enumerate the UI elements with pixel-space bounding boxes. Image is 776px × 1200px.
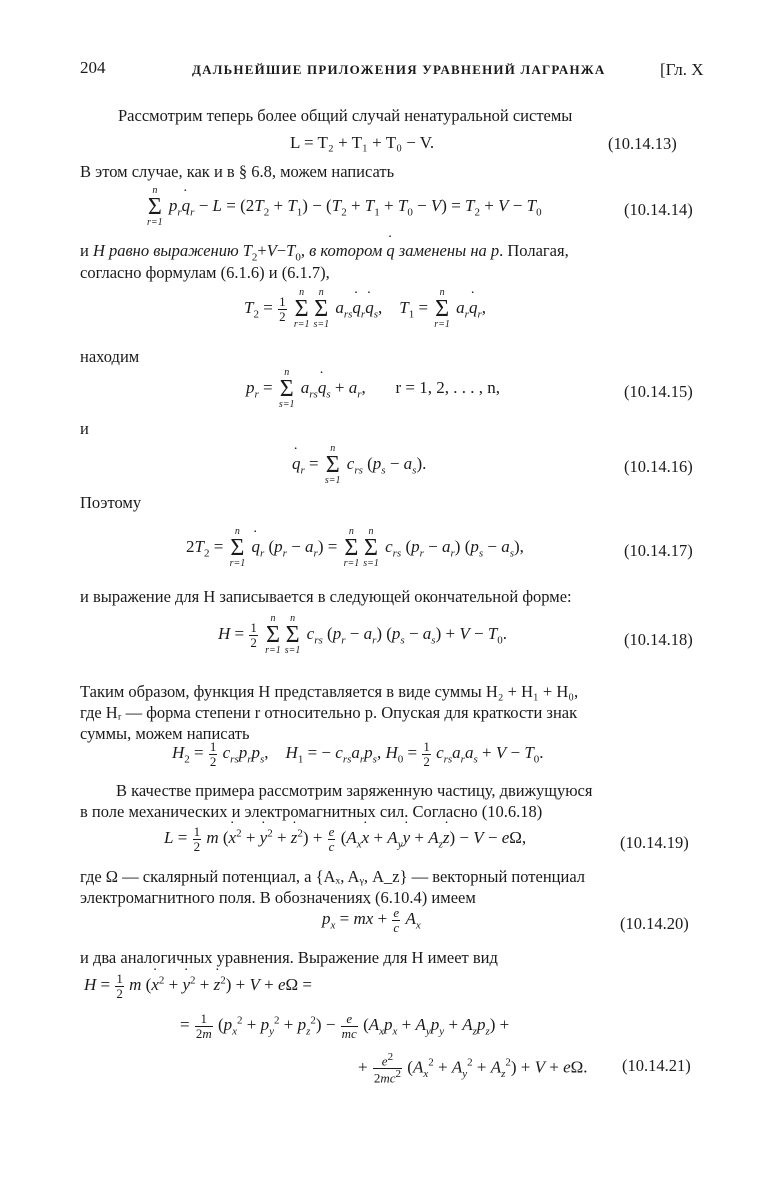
equation-t2-t1: $T_2$ = $\frac{1}{2}$ n Σ r=1 n Σ s=1 $a_{rs}˙$ $q_r˙$ $q_s$, $T_1$ = n Σ r=1 $a_r˙$ $q_r$,	[244, 288, 486, 330]
equation-13: L = T₂ + T₁ + T₀ − V.	[290, 133, 435, 152]
paragraph-sum-3: суммы, можем написать	[80, 724, 250, 743]
paragraph-formulas: согласно формулам (6.1.6) и (6.1.7),	[80, 263, 330, 282]
chapter-label: [Гл. X	[660, 60, 704, 79]
equation-19: L = $\frac{1}{2}$ m (˙ $x^2$ + ˙ $y^2$ + ˙ $z^2$) + $\frac{e}{c}$ ($A_x˙$ $x + A_y˙$ $y + A_z˙$ z) − V − eΩ,	[164, 825, 526, 853]
equation-number-13: (10.14.13)	[608, 134, 677, 153]
equation-number-17: (10.14.17)	[624, 541, 693, 560]
paragraph-and-1: и	[80, 419, 89, 438]
paragraph-sum-1: Таким образом, функция H представляется в виде суммы H₂ + H₁ + H₀,	[80, 682, 579, 701]
paragraph-find: находим	[80, 347, 140, 366]
equation-number-20: (10.14.20)	[620, 914, 689, 933]
paragraph-sum-2: где Hᵣ — форма степени r относительно p. Опуская для краткости знак	[80, 703, 578, 722]
paragraph-final-form: и выражение для H записывается в следующей окончательной форме:	[80, 587, 572, 606]
paragraph-h-def: и H равно выражению $T_2+V-T_0$, в котором ˙ q заменены на p. Полагая,	[80, 240, 569, 268]
paragraph-example-1: В качестве примера рассмотрим заряженную частицу, движущуюся	[116, 781, 593, 800]
equation-21-line2: = $\frac{1}{2m}$ $(p_x^2 + p_y^2 + p_z^2)$ − $\frac{e}{mc}$ $(A_xp_x + A_yp_y + A_zp_z)$ +	[180, 1011, 510, 1041]
equation-21-line1: H = $\frac{1}{2}$ m (˙ $x^2$ + ˙ $y^2$ + ˙ $z^2) + V + e\Omega$ =	[84, 972, 312, 1000]
paragraph-potential-2: электромагнитного поля. В обозначениях (6.10.4) имеем	[80, 888, 476, 907]
running-title: ДАЛЬНЕЙШИЕ ПРИЛОЖЕНИЯ УРАВНЕНИЙ ЛАГРАНЖА	[192, 62, 606, 77]
equation-number-14: (10.14.14)	[624, 200, 693, 219]
paragraph-analog: и два аналогичных уравнения. Выражение для H имеет вид	[80, 948, 498, 967]
paragraph-example-2: в поле механических и электромагнитных сил. Согласно (10.6.18)	[80, 802, 543, 821]
paragraph-potential-1: где Ω — скалярный потенциал, а {Aₓ, Aᵧ, A_z} — векторный потенциал	[80, 867, 586, 886]
paragraph-therefore: Поэтому	[80, 493, 142, 512]
page-number: 204	[80, 58, 106, 77]
equation-18: H = $\frac{1}{2}$ n Σ r=1 n Σ s=1 $c_{rs}$ $(p_r - a_r) (p_s - a_s) + V - T_0$.	[218, 613, 508, 656]
equation-number-16: (10.14.16)	[624, 457, 693, 476]
equation-15: $p_r$ = n Σ s=1 $a_{rs}˙$ $q_s + a_r$, r = 1, 2, . . . , n,	[246, 368, 500, 410]
paragraph-case: В этом случае, как и в § 6.8, можем написать	[80, 162, 395, 181]
equation-number-21: (10.14.21)	[622, 1056, 691, 1075]
equation-number-15: (10.14.15)	[624, 382, 693, 401]
equation-17: $2T_2$ = n Σ r=1 ˙ $q_r$ $(p_r - a_r)$ = n Σ r=1 n Σ s=1 $c_{rs}$ $(p_r - a_r) (p_s - a_s)$,	[186, 527, 524, 569]
paragraph-intro: Рассмотрим теперь более общий случай ненатуральной системы	[118, 106, 573, 125]
equation-h-parts: $H_2$ = $\frac{1}{2}$ $c_{rs}p_rp_s$, $H_1$ = − $c_{rs}a_rp_s$, $H_0$ = $\frac{1}{2}$ $c_{rs}a_ra_s + V - T_0$.	[172, 739, 544, 769]
equation-number-18: (10.14.18)	[624, 630, 693, 649]
equation-21-line3: + $\frac{e^2}{2mc^2}$ $(A_x^2 + A_y^2 + A_z^2) + V + e\Omega$.	[358, 1051, 588, 1086]
equation-number-19: (10.14.19)	[620, 833, 689, 852]
equation-16: ˙ $q_r$ = n Σ s=1 $c_{rs}$ $(p_s - a_s)$.	[292, 444, 426, 486]
equation-20: $p_x$ = m˙ x + $\frac{e}{c}$ $A_x$	[322, 906, 421, 934]
equation-14: n Σ r=1 $p_r˙$ $q_r - L = (2T_2 + T_1) - (T_2 + T_1 + T_0 - V) = T_2 + V - T_0$	[145, 186, 542, 228]
